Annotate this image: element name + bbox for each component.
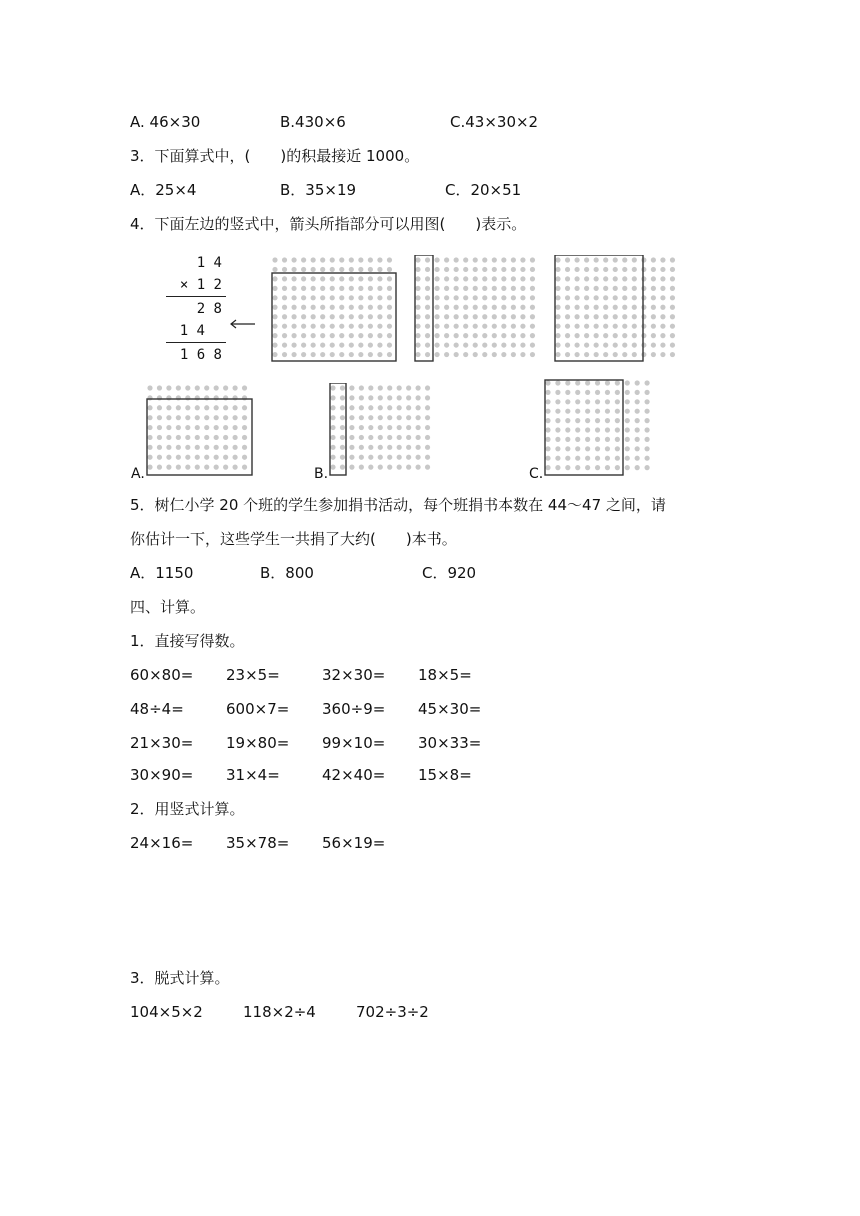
q3-stem: 3．下面算式中，( )的积最接近 1000。	[130, 147, 420, 165]
q2-option-a: A. 46×30	[130, 113, 201, 131]
dot-grid-3	[553, 255, 683, 365]
oral-item: 23×5=	[226, 666, 280, 684]
oral-item: 99×10=	[322, 734, 386, 752]
q5-line-1: 5．树仁小学 20 个班的学生参加捐书活动，每个班捐书本数在 44～47 之间，请	[130, 496, 666, 514]
q5-option-b: B．800	[260, 564, 314, 582]
label-a: A.	[131, 466, 145, 482]
dot-grid-a	[145, 383, 255, 478]
q2-option-c: C.43×30×2	[450, 113, 539, 131]
vertical-item: 35×78=	[226, 834, 290, 852]
oral-item: 42×40=	[322, 766, 386, 784]
vertical-item: 24×16=	[130, 834, 194, 852]
oral-item: 30×33=	[418, 734, 482, 752]
oral-item: 21×30=	[130, 734, 194, 752]
q3-option-a: A．25×4	[130, 181, 197, 199]
part-1-title: 1．直接写得数。	[130, 632, 245, 650]
label-b: B.	[314, 466, 329, 482]
vertical-item: 56×19=	[322, 834, 386, 852]
dot-pattern	[545, 380, 649, 470]
vm-partial-1: 2 8	[196, 301, 222, 317]
dot-pattern	[147, 385, 247, 469]
step-item: 702÷3÷2	[356, 1003, 429, 1021]
label-c: C.	[529, 466, 544, 482]
vm-line-2	[166, 342, 226, 343]
oral-item: 19×80=	[226, 734, 290, 752]
step-item: 104×5×2	[130, 1003, 203, 1021]
q5-line-2: 你估计一下，这些学生一共捐了大约( )本书。	[130, 530, 457, 548]
oral-item: 30×90=	[130, 766, 194, 784]
q3-option-b: B．35×19	[280, 181, 357, 199]
part-3-title: 3．脱式计算。	[130, 969, 230, 987]
oral-item: 45×30=	[418, 700, 482, 718]
q2-option-b: B.430×6	[280, 113, 346, 131]
q5-option-a: A．1150	[130, 564, 194, 582]
dot-grid-b	[328, 383, 438, 478]
oral-item: 60×80=	[130, 666, 194, 684]
vm-line	[166, 296, 226, 297]
dot-grid-c	[543, 378, 658, 478]
q4-stem: 4．下面左边的竖式中，箭头所指部分可以用图( )表示。	[130, 215, 527, 233]
oral-item: 18×5=	[418, 666, 472, 684]
dot-grid-2	[413, 255, 543, 365]
q5-option-c: C．920	[422, 564, 477, 582]
part-2-title: 2．用竖式计算。	[130, 800, 245, 818]
vm-multiplier: × 1 2	[179, 277, 222, 293]
oral-item: 48÷4=	[130, 700, 184, 718]
vm-top: 1 4	[196, 255, 222, 271]
section-heading: 四、计算。	[130, 598, 206, 616]
dot-grid-1	[270, 255, 400, 365]
vm-partial-2: 1 4	[179, 323, 205, 339]
q3-option-c: C．20×51	[445, 181, 522, 199]
arrow-left-icon	[228, 318, 256, 330]
oral-item: 15×8=	[418, 766, 472, 784]
dot-pattern	[555, 257, 675, 357]
step-item: 118×2÷4	[243, 1003, 316, 1021]
oral-item: 32×30=	[322, 666, 386, 684]
vertical-multiplication	[160, 254, 230, 364]
vm-result: 1 6 8	[179, 347, 222, 363]
oral-item: 360÷9=	[322, 700, 386, 718]
oral-item: 31×4=	[226, 766, 280, 784]
oral-item: 600×7=	[226, 700, 290, 718]
